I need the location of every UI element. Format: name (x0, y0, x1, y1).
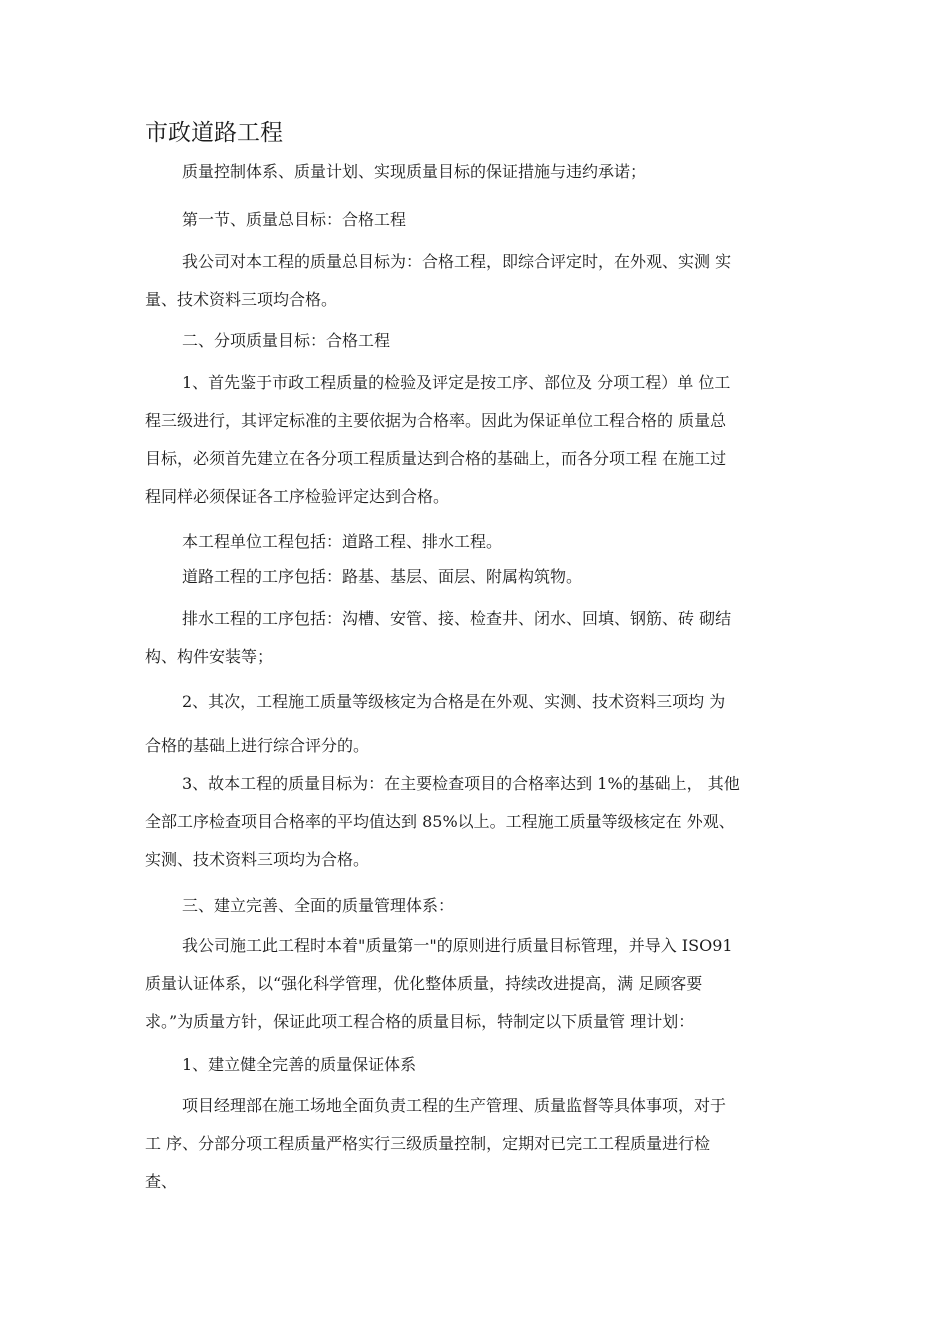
section-3 (145, 887, 813, 925)
paragraph-6 (145, 683, 813, 765)
paragraph-line: 排水工程的工序包括：沟槽、安管、接、检查井、闭水、回填、钢筋、砖 砌结 (182, 609, 732, 628)
subsection-1 (145, 1046, 813, 1084)
section-heading: 三、建立完善、全面的质量管理体系： (182, 896, 455, 915)
section-heading: 第一节、质量总目标：合格工程 (182, 210, 407, 229)
paragraph-line: 程三级进行，其评定标准的主要依据为合格率。因此为保证单位工程合格的 质量总 (145, 411, 727, 430)
paragraph-line: 全部工序检查项目合格率的平均值达到 85%以上。工程施工质量等级核定在 外观、 (145, 812, 735, 831)
paragraph-1 (145, 243, 813, 319)
paragraph-line: 工 序、分部分项工程质量严格实行三级质量控制，定期对已完工工程质量进行检 (145, 1134, 711, 1153)
paragraph-line: 合格的基础上进行综合评分的。 (145, 736, 370, 755)
paragraph-7 (145, 765, 813, 879)
paragraph-line: 程同样必须保证各工序检验评定达到合格。 (145, 487, 450, 506)
subtitle-block (145, 153, 813, 191)
section-2 (145, 322, 813, 360)
section-heading: 二、分项质量目标：合格工程 (182, 331, 391, 350)
paragraph-line: 求。”为质量方针，保证此项工程合格的质量目标，特制定以下质量管 理计划： (145, 1012, 695, 1031)
paragraph-line: 2、其次，工程施工质量等级核定为合格是在外观、实测、技术资料三项均 为 (182, 692, 726, 711)
paragraph-line: 我公司对本工程的质量总目标为：合格工程，即综合评定时，在外观、实测 实 (182, 252, 732, 271)
paragraph-3 (145, 523, 813, 561)
paragraph-line: 查、 (145, 1172, 178, 1191)
section-1 (145, 201, 813, 239)
paragraph-line: 道路工程的工序包括：路基、基层、面层、附属构筑物。 (182, 567, 583, 586)
paragraph-line: 我公司施工此工程时本着"质量第一"的原则进行质量目标管理，并导入 ISO91 (182, 936, 733, 955)
paragraph-9 (145, 1087, 813, 1201)
paragraph-line: 实测、技术资料三项均为合格。 (145, 850, 370, 869)
paragraph-line: 质量认证体系，以“强化科学管理，优化整体质量，持续改进提高，满 足顾客要 (145, 974, 703, 993)
paragraph-line: 目标，必须首先建立在各分项工程质量达到合格的基础上，而各分项工程 在施工过 (145, 449, 727, 468)
subsection-heading: 1、建立健全完善的质量保证体系 (182, 1055, 417, 1074)
document-title: 市政道路工程 (145, 120, 283, 146)
paragraph-4 (145, 558, 813, 596)
paragraph-line: 构、构件安装等； (145, 647, 274, 666)
paragraph-line: 本工程单位工程包括：道路工程、排水工程。 (182, 532, 503, 551)
paragraph-2 (145, 364, 813, 516)
subtitle: 质量控制体系、质量计划、实现质量目标的保证措施与违约承诺； (182, 162, 647, 181)
paragraph-5 (145, 600, 813, 676)
paragraph-line: 项目经理部在施工场地全面负责工程的生产管理、质量监督等具体事项，对于 (182, 1096, 727, 1115)
paragraph-line: 1、首先鉴于市政工程质量的检验及评定是按工序、部位及 分项工程）单 位工 (182, 373, 731, 392)
paragraph-line: 量、技术资料三项均合格。 (145, 290, 338, 309)
paragraph-line: 3、故本工程的质量目标为：在主要检查项目的合格率达到 1%的基础上， 其他 (182, 774, 740, 793)
paragraph-8 (145, 927, 813, 1041)
